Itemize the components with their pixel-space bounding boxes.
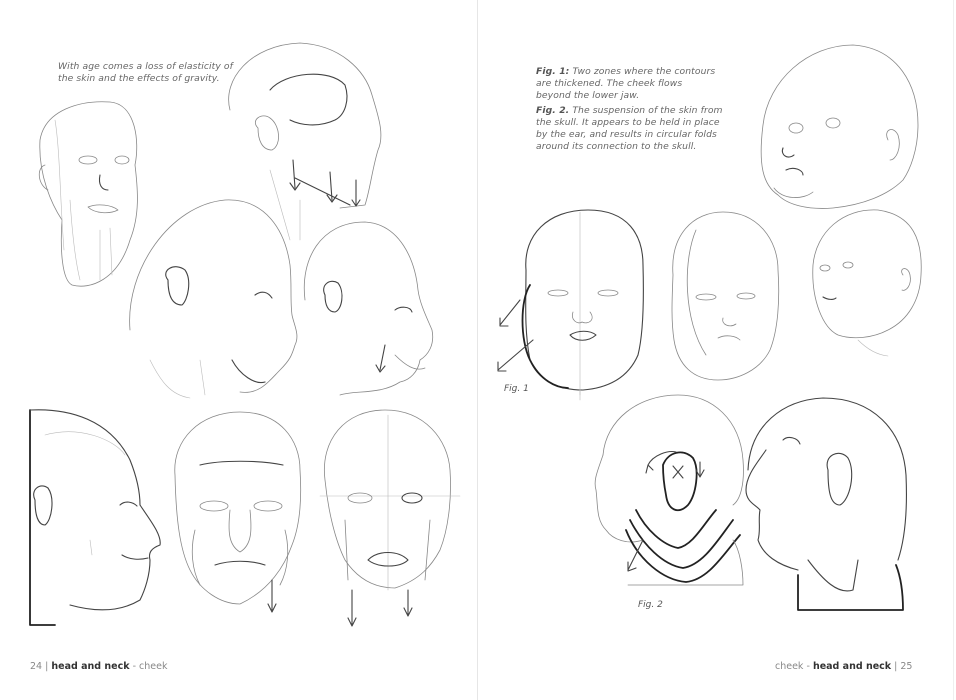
fig2-label: Fig. 2 <box>638 600 663 610</box>
elderly-head-profile-right-2-illustration <box>304 222 432 395</box>
baby-head-three-quarter-construction-illustration <box>672 212 779 380</box>
caption-line: beyond the lower jaw. <box>536 90 640 101</box>
folio-separator: | <box>894 661 898 672</box>
fig2-caption-label: Fig. 2. <box>536 105 570 116</box>
caption-line: by the ear, and results in circular folds <box>536 129 717 140</box>
caption-line: around its connection to the skull. <box>536 141 697 152</box>
caption-line: With age comes a loss of elasticity of <box>58 61 233 72</box>
baby-head-three-quarter-large-illustration <box>761 45 918 208</box>
baby-head-front-construction-illustration <box>498 210 643 400</box>
folio-separator: | <box>45 661 49 672</box>
elderly-head-three-quarter-illustration <box>39 102 137 286</box>
adult-profile-with-ear-illustration <box>746 398 906 610</box>
right-page-folio <box>775 661 912 672</box>
fig1-caption-label: Fig. 1: <box>536 66 570 77</box>
elderly-head-front-construction-illustration <box>320 410 460 626</box>
running-head-subsection: cheek <box>775 661 804 672</box>
caption-line: are thickened. The cheek flows <box>536 78 683 89</box>
caption-line: the skull. It appears to be held in place <box>536 117 720 128</box>
elderly-head-profile-left-framed-illustration <box>30 410 160 625</box>
folio-dash: - <box>806 661 810 672</box>
left-page-folio <box>30 661 167 672</box>
folio-dash: - <box>132 661 136 672</box>
page-edge <box>953 0 954 700</box>
adult-profile-skin-suspension-illustration <box>595 395 743 585</box>
skull-profile-gravity-arrows-illustration <box>229 43 381 240</box>
running-head-section: head and neck <box>51 661 130 672</box>
elderly-head-front-wrinkled-illustration <box>175 412 301 612</box>
caption-line: Two zones where the contours <box>572 66 716 77</box>
right-page-illustrations <box>478 0 954 700</box>
running-head-section: head and neck <box>812 661 892 672</box>
left-page-illustrations <box>0 0 477 700</box>
left-page <box>0 0 477 700</box>
caption-line: The suspension of the skin from <box>572 105 723 116</box>
elderly-head-profile-right-1-illustration <box>130 200 297 398</box>
running-head-subsection: cheek <box>139 661 168 672</box>
caption-line: the skin and the effects of gravity. <box>58 73 220 84</box>
baby-head-three-quarter-small-illustration <box>813 210 921 356</box>
page-number: 25 <box>900 661 913 672</box>
fig1-label: Fig. 1 <box>504 384 529 394</box>
page-number: 24 <box>30 661 43 672</box>
right-page <box>478 0 954 700</box>
